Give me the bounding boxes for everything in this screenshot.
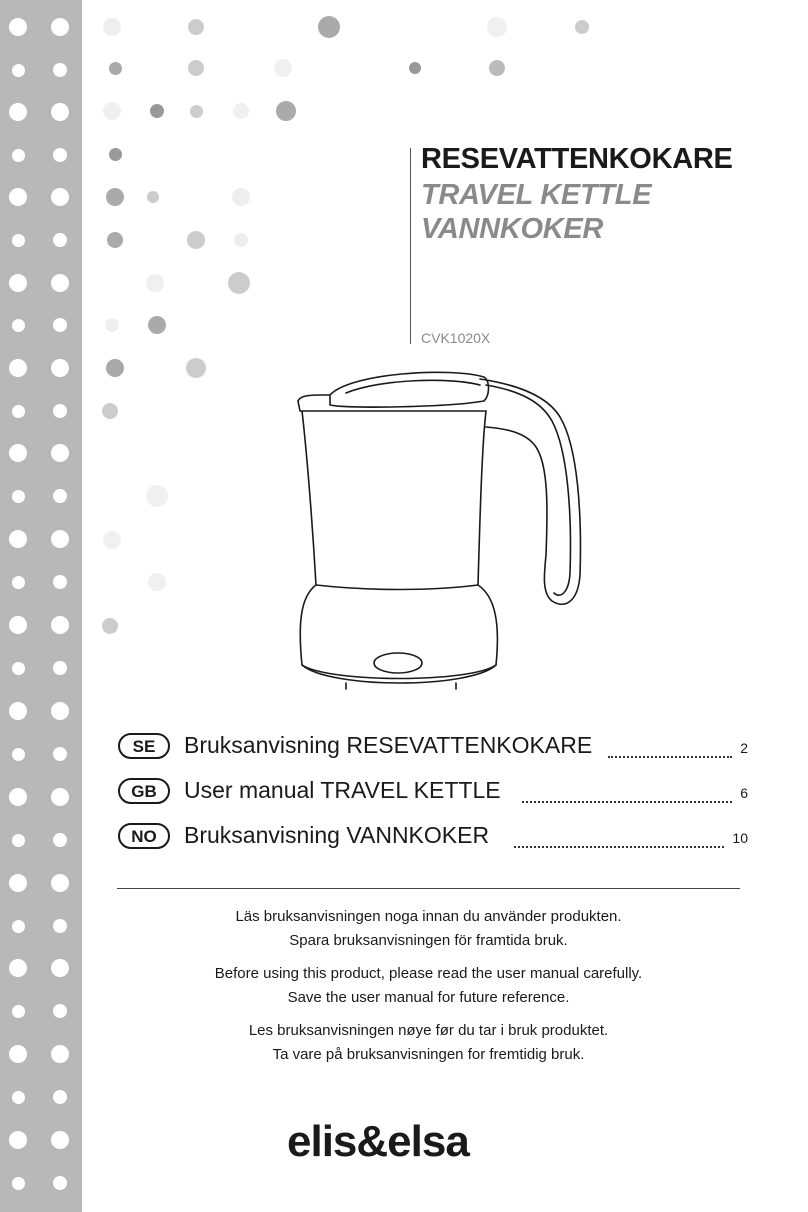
instruction-gb [117, 962, 740, 1010]
decorative-dot [12, 149, 25, 162]
decorative-dot [186, 358, 206, 378]
decorative-dot [9, 788, 27, 806]
toc-leader-dots [522, 801, 732, 803]
toc-label-no: Bruksanvisning VANNKOKER [184, 822, 490, 848]
decorative-dot [12, 576, 25, 589]
decorative-sidebar [0, 0, 82, 1212]
decorative-dot [51, 874, 69, 892]
model-number: CVK1020X [421, 330, 491, 346]
decorative-dot [109, 62, 122, 75]
decorative-dot [103, 531, 121, 549]
decorative-dot [53, 404, 67, 418]
decorative-dot [53, 833, 67, 847]
toc-leader-dots [608, 756, 732, 758]
instruction-se-line-2: Spara bruksanvisningen för framtida bruk. [289, 932, 568, 949]
decorative-dot [12, 748, 25, 761]
decorative-dot [232, 188, 250, 206]
decorative-dot [9, 444, 27, 462]
decorative-dot [51, 444, 69, 462]
decorative-dot [148, 573, 166, 591]
title-norwegian: VANNKOKER [421, 213, 604, 245]
instruction-se-line-1: Läs bruksanvisningen noga innan du använder produkten. [235, 908, 622, 925]
decorative-dot [51, 188, 69, 206]
instruction-gb-line-1: Before using this product, please read the user manual carefully. [214, 965, 643, 982]
instruction-se [117, 905, 740, 953]
decorative-dot [103, 102, 121, 120]
decorative-dot [53, 661, 67, 675]
decorative-dot [51, 959, 69, 977]
decorative-dot [187, 231, 205, 249]
decorative-dot [188, 60, 204, 76]
decorative-dot [489, 60, 505, 76]
decorative-dot [102, 403, 118, 419]
decorative-dot [53, 63, 67, 77]
decorative-dot [51, 788, 69, 806]
decorative-dot [12, 64, 25, 77]
decorative-dot [106, 359, 124, 377]
decorative-dot [53, 489, 67, 503]
decorative-dot [53, 1176, 67, 1190]
instruction-no-line-2: Ta vare på bruksanvisningen for fremtidig bruk. [272, 1046, 585, 1063]
instruction-no [117, 1019, 740, 1067]
decorative-dot [9, 188, 27, 206]
decorative-dot [234, 233, 248, 247]
decorative-dot [9, 874, 27, 892]
decorative-dot [276, 101, 296, 121]
kettle-illustration [290, 365, 600, 695]
decorative-dot [53, 233, 67, 247]
decorative-dot [147, 191, 159, 203]
decorative-dot [106, 188, 124, 206]
decorative-dot [12, 1091, 25, 1104]
decorative-dot [9, 103, 27, 121]
instruction-no-line-1: Les bruksanvisningen nøye før du tar i bruk produktet. [248, 1022, 609, 1039]
decorative-dot [146, 485, 168, 507]
toc-row-se[interactable] [118, 732, 748, 764]
decorative-dot [12, 319, 25, 332]
decorative-dot [9, 1131, 27, 1149]
decorative-dot [109, 148, 122, 161]
decorative-dot [53, 919, 67, 933]
decorative-dot [12, 234, 25, 247]
decorative-dot [228, 272, 250, 294]
decorative-dot [51, 103, 69, 121]
toc-row-no[interactable] [118, 822, 748, 854]
toc-label-se: Bruksanvisning RESEVATTENKOKARE [184, 732, 593, 758]
decorative-dot [9, 274, 27, 292]
decorative-dot [150, 104, 164, 118]
decorative-dot [53, 318, 67, 332]
decorative-dot [51, 616, 69, 634]
decorative-dot [274, 59, 292, 77]
decorative-dot [9, 359, 27, 377]
decorative-dot [12, 834, 25, 847]
decorative-dot [51, 1045, 69, 1063]
decorative-dot [12, 920, 25, 933]
toc-label-gb: User manual TRAVEL KETTLE [184, 777, 501, 803]
toc-leader-dots [514, 846, 724, 848]
decorative-dot [12, 662, 25, 675]
toc-page-se: 2 [740, 740, 748, 756]
decorative-dot [9, 18, 27, 36]
divider-line [117, 888, 740, 889]
decorative-dot [53, 148, 67, 162]
decorative-dot [102, 618, 118, 634]
decorative-dot [487, 17, 507, 37]
decorative-dot [12, 1005, 25, 1018]
decorative-dot [575, 20, 589, 34]
decorative-dot [188, 19, 204, 35]
language-badge-no: NO [118, 823, 170, 849]
decorative-dot [51, 530, 69, 548]
toc-row-gb[interactable] [118, 777, 748, 809]
decorative-dot [233, 103, 249, 119]
toc-page-no: 10 [732, 830, 748, 846]
decorative-dot [9, 959, 27, 977]
decorative-dot [409, 62, 421, 74]
decorative-dot [318, 16, 340, 38]
decorative-dot [53, 747, 67, 761]
decorative-dot [9, 530, 27, 548]
decorative-dot [190, 105, 203, 118]
decorative-dot [9, 702, 27, 720]
title-divider-line [410, 148, 411, 344]
language-badge-se: SE [118, 733, 170, 759]
decorative-dot [51, 359, 69, 377]
decorative-dot [51, 274, 69, 292]
decorative-dot [51, 1131, 69, 1149]
decorative-dot [105, 318, 119, 332]
decorative-dot [12, 405, 25, 418]
decorative-dot [12, 490, 25, 503]
decorative-dot [12, 1177, 25, 1190]
toc-page-gb: 6 [740, 785, 748, 801]
decorative-dot [53, 575, 67, 589]
decorative-dot [9, 616, 27, 634]
decorative-dot [51, 702, 69, 720]
decorative-dot [51, 18, 69, 36]
decorative-dot [146, 274, 164, 292]
instruction-gb-line-2: Save the user manual for future reference. [287, 989, 570, 1006]
title-swedish: RESEVATTENKOKARE [421, 143, 733, 175]
language-badge-gb: GB [118, 778, 170, 804]
decorative-dot [107, 232, 123, 248]
brand-logo: elis&elsa [287, 1117, 469, 1166]
decorative-dot [103, 18, 121, 36]
decorative-dot [9, 1045, 27, 1063]
title-english: TRAVEL KETTLE [421, 179, 652, 211]
decorative-dot [53, 1090, 67, 1104]
decorative-dot [53, 1004, 67, 1018]
decorative-dot [148, 316, 166, 334]
